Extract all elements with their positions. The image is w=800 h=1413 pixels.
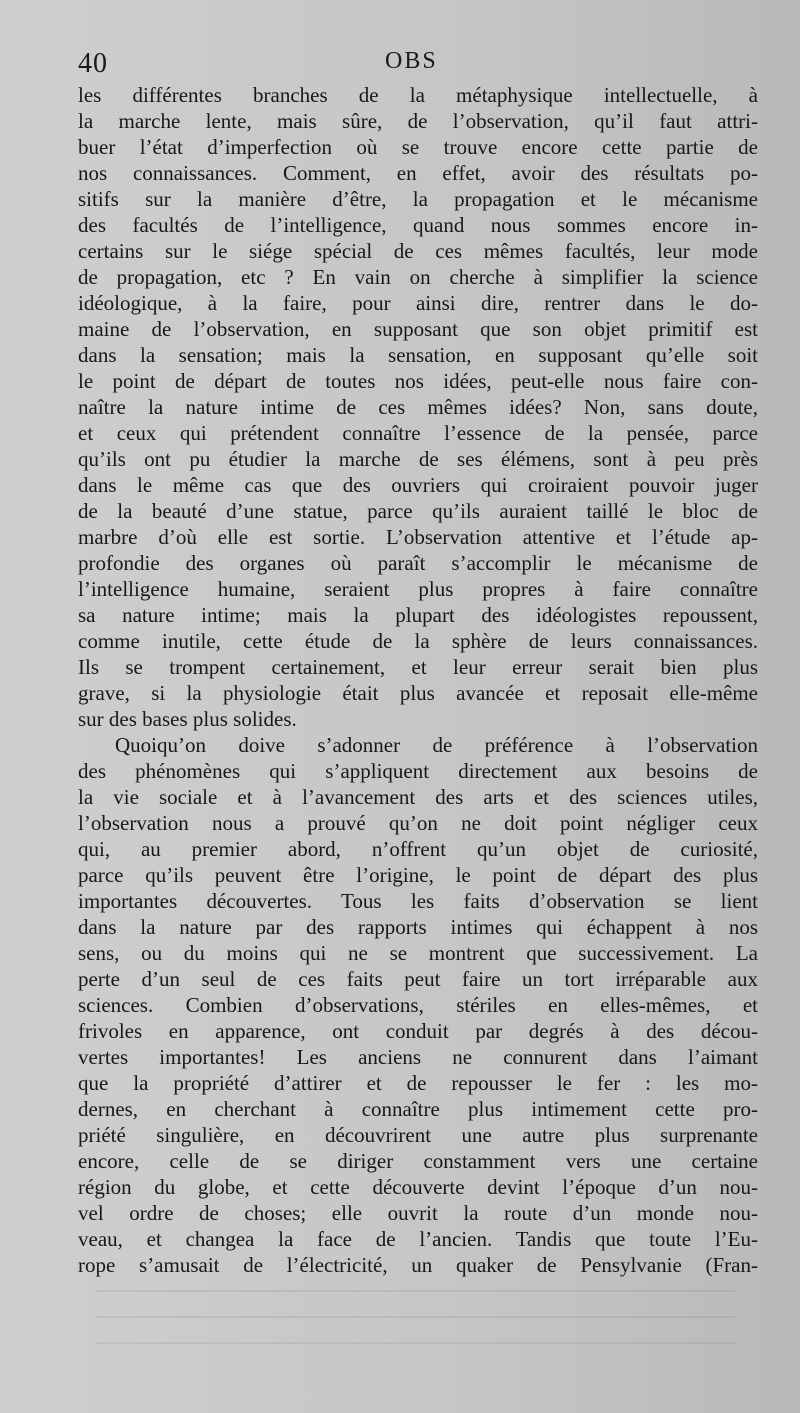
text-line: l’observation nous a prouvé qu’on ne doit point négliger ceux: [78, 811, 758, 835]
text-line: dernes, en cherchant à connaître plus intimement cette pro-: [78, 1097, 758, 1121]
paragraph-2: [78, 732, 758, 1278]
text-line: profondie des organes où paraît s’accomplir le mécanisme de: [78, 551, 758, 575]
text-line: sitifs sur la manière d’être, la propagation et le mécanisme: [78, 187, 758, 211]
text-line: importantes découvertes. Tous les faits d’observation se lient: [78, 889, 758, 913]
text-line: la marche lente, mais sûre, de l’observation, qu’il faut attri-: [78, 109, 758, 133]
text-line: parce qu’ils peuvent être l’origine, le point de départ des plus: [78, 863, 758, 887]
text-line: région du globe, et cette découverte devint l’époque d’un nou-: [78, 1175, 758, 1199]
text-line: sa nature intime; mais la plupart des idéologistes repoussent,: [78, 603, 758, 627]
text-line: Quoiqu’on doive s’adonner de préférence à l’observation: [115, 733, 758, 757]
text-line: frivoles en apparence, ont conduit par degrés à des décou-: [78, 1019, 758, 1043]
text-line: Ils se trompent certainement, et leur erreur serait bien plus: [78, 655, 758, 679]
text-line: qu’ils ont pu étudier la marche de ses élémens, sont à peu près: [78, 447, 758, 471]
text-line: qui, au premier abord, n’offrent qu’un objet de curiosité,: [78, 837, 758, 861]
text-line: la vie sociale et à l’avancement des arts et des sciences utiles,: [78, 785, 758, 809]
text-line: et ceux qui prétendent connaître l’essence de la pensée, parce: [78, 421, 758, 445]
text-line: naître la nature intime de ces mêmes idées? Non, sans doute,: [78, 395, 758, 419]
text-line: sur des bases plus solides.: [78, 707, 297, 731]
running-head: OBS: [385, 48, 438, 74]
text-line: le point de départ de toutes nos idées, peut-elle nous faire con-: [78, 369, 758, 393]
text-line: dans le même cas que des ouvriers qui croiraient pouvoir juger: [78, 473, 758, 497]
text-line: certains sur le siége spécial de ces mêmes facultés, leur mode: [78, 239, 758, 263]
text-line: de la beauté d’une statue, parce qu’ils auraient taillé le bloc de: [78, 499, 758, 523]
text-line: grave, si la physiologie était plus avancée et reposait elle-même: [78, 681, 758, 705]
page-header: [70, 48, 760, 82]
text-line: idéologique, à la faire, pour ainsi dire, rentrer dans le do-: [78, 291, 758, 315]
text-line: des facultés de l’intelligence, quand nous sommes encore in-: [78, 213, 758, 237]
bleed-through-shadow: [95, 1290, 735, 1350]
page-number: 40: [78, 48, 108, 79]
text-line: sens, ou du moins qui ne se montrent que successivement. La: [78, 941, 758, 965]
text-line: des phénomènes qui s’appliquent directement aux besoins de: [78, 759, 758, 783]
paragraph-1: [78, 82, 758, 732]
text-line: dans la nature par des rapports intimes qui échappent à nos: [78, 915, 758, 939]
text-line: sciences. Combien d’observations, stériles en elles-mêmes, et: [78, 993, 758, 1017]
text-line: de propagation, etc ? En vain on cherche à simplifier la science: [78, 265, 758, 289]
text-line: comme inutile, cette étude de la sphère de leurs connaissances.: [78, 629, 758, 653]
text-line: encore, celle de se diriger constamment vers une certaine: [78, 1149, 758, 1173]
text-line: que la propriété d’attirer et de repousser le fer : les mo-: [78, 1071, 758, 1095]
text-line: maine de l’observation, en supposant que son objet primitif est: [78, 317, 758, 341]
text-line: veau, et changea la face de l’ancien. Tandis que toute l’Eu-: [78, 1227, 758, 1251]
text-line: buer l’état d’imperfection où se trouve encore cette partie de: [78, 135, 758, 159]
text-line: l’intelligence humaine, seraient plus propres à faire connaître: [78, 577, 758, 601]
body-text: [78, 82, 758, 1278]
text-line: rope s’amusait de l’électricité, un quaker de Pensylvanie (Fran-: [78, 1253, 758, 1277]
text-line: dans la sensation; mais la sensation, en supposant qu’elle soit: [78, 343, 758, 367]
text-line: les différentes branches de la métaphysique intellectuelle, à: [78, 83, 758, 107]
text-line: vertes importantes! Les anciens ne connurent dans l’aimant: [78, 1045, 758, 1069]
text-line: nos connaissances. Comment, en effet, avoir des résultats po-: [78, 161, 758, 185]
text-line: marbre d’où elle est sortie. L’observation attentive et l’étude ap-: [78, 525, 758, 549]
text-line: priété singulière, en découvrirent une autre plus surprenante: [78, 1123, 758, 1147]
text-line: vel ordre de choses; elle ouvrit la route d’un monde nou-: [78, 1201, 758, 1225]
text-line: perte d’un seul de ces faits peut faire un tort irréparable aux: [78, 967, 758, 991]
